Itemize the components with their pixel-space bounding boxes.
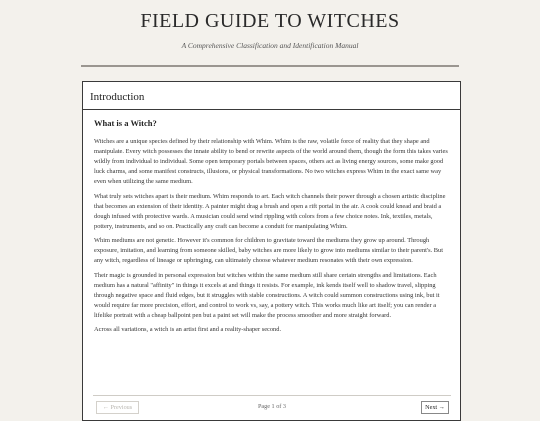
body-text [94, 137, 452, 340]
previous-button[interactable]: ← Previous [96, 401, 139, 414]
site-header [0, 0, 540, 66]
pagination [93, 395, 451, 413]
site-title: FIELD GUIDE TO WITCHES [140, 10, 400, 32]
paragraph: Whim mediums are not genetic. However it's common for children to gravitate toward the mediums they grow up around. Through exposure, imitation, and learning from someone skilled, baby witches are more likely to grow into mediums similar to their parent's. But any witch, regardless of lineage or upbringing, can ultimately choose whatever medium resonates with their own expression. [94, 237, 444, 265]
header-divider [81, 65, 459, 67]
content-panel [82, 81, 461, 421]
panel-title: Introduction [90, 91, 145, 103]
page-indicator: Page 1 of 3 [257, 403, 286, 410]
paragraph: Their magic is grounded in personal expression but witches within the same medium still share certain strengths and limitations. Each medium has a natural "affinity" in things it excels at and things it resists. For example, ink kends itself well to shadow travel, slipping through negative space and fluid edges, but it struggles with stable constructions. A witch could summon constructions using ink, but it would require far more precision, effort, and control to work vs, say, a pottery witch. This works much like art itself; you can render a lifelike portrait with a cheap ballpoint pen but a paint set will make the process smoother and more straight forward. [94, 271, 440, 320]
section-heading: What is a Witch? [94, 118, 157, 128]
panel-divider [83, 109, 460, 110]
paragraph: Across all variations, a witch is an artist first and a reality-shaper second. [94, 326, 282, 334]
site-subtitle: A Comprehensive Classification and Identification Manual [181, 41, 359, 50]
pagination-divider [93, 395, 451, 396]
paragraph: What truly sets witches apart is their medium. Whim responds to art. Each witch channels their power through a chosen artistic discipline that becomes an extension of their identity. A painter might drag a brush and open a rift portal in the air. A cook could knead and braid a dough infused with protective wards. A musician could send wind rippling with colors from a few choice notes. Ink, textiles, metals, pottery, instruments, and so on. Practically any craft can become a conduit for manipulating Whim. [94, 192, 446, 230]
paragraph: Witches are a unique species defined by their relationship with Whim. Whim is the raw, volatile force of reality that they shape and manipulate. Every witch possesses the innate ability to bend or rewrite aspects of the world around them, though the form this takes varies wildly from individual to individual. Some open temporary portals between spaces, others act as living energy sources, some make good luck charms, and some manifest constructs, illusions, or physical transformations. No two witches express Whim in the exact same way even when utilizing the same medium. [94, 138, 448, 186]
next-button[interactable]: Next → [421, 401, 449, 414]
